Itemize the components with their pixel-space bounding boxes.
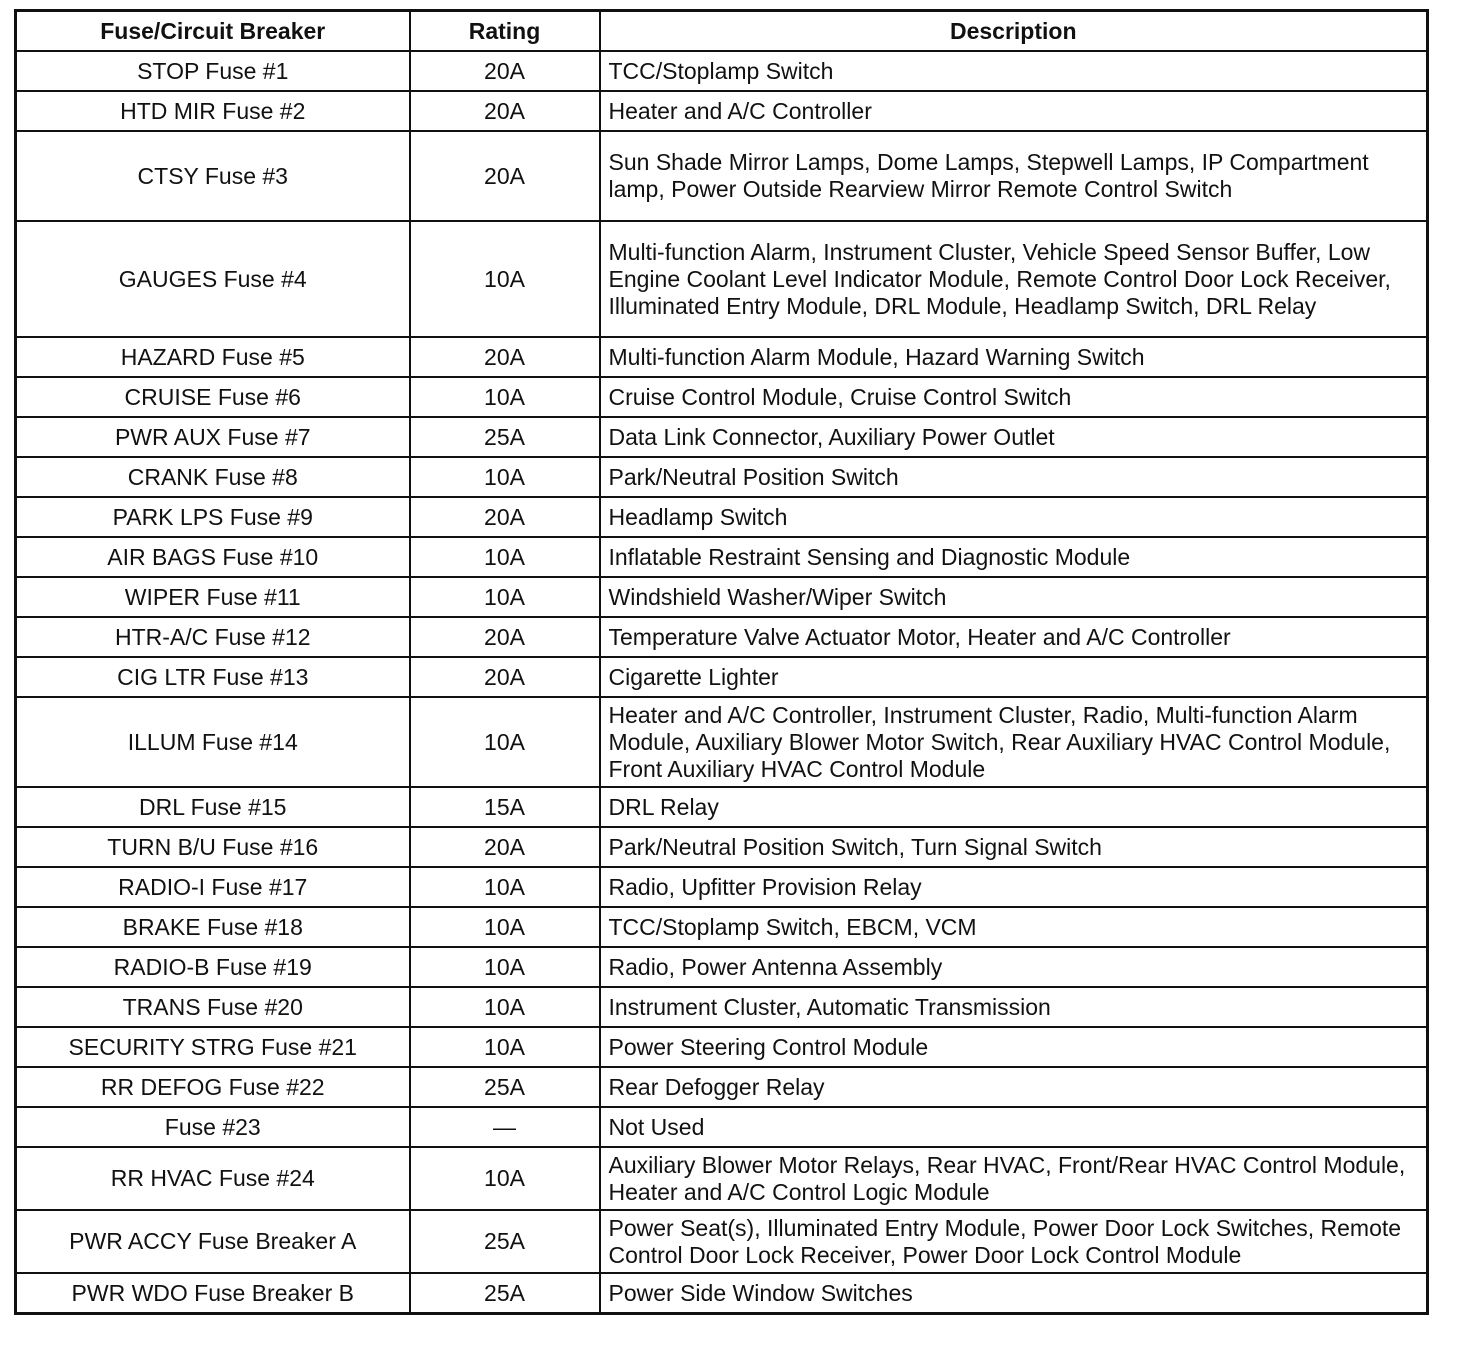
rating-cell: 10A — [410, 987, 600, 1027]
fuse-cell: RR DEFOG Fuse #22 — [16, 1067, 410, 1107]
rating-cell: 20A — [410, 657, 600, 697]
description-cell: Heater and A/C Controller — [600, 91, 1428, 131]
description-cell: Cigarette Lighter — [600, 657, 1428, 697]
table-row — [16, 1027, 1428, 1067]
table-row — [16, 827, 1428, 867]
description-cell: Auxiliary Blower Motor Relays, Rear HVAC, Front/Rear HVAC Control Module, Heater and A/C Control Logic Module — [600, 1147, 1428, 1210]
table-row — [16, 987, 1428, 1027]
table-row — [16, 497, 1428, 537]
table-row — [16, 697, 1428, 787]
fuse-cell: RADIO-B Fuse #19 — [16, 947, 410, 987]
description-cell: Not Used — [600, 1107, 1428, 1147]
table-row — [16, 1273, 1428, 1314]
table-row — [16, 131, 1428, 221]
rating-cell: 10A — [410, 1027, 600, 1067]
description-cell: Power Seat(s), Illuminated Entry Module, Power Door Lock Switches, Remote Control Door Lock Receiver, Power Door Lock Control Module — [600, 1210, 1428, 1273]
description-cell: DRL Relay — [600, 787, 1428, 827]
fuse-cell: BRAKE Fuse #18 — [16, 907, 410, 947]
fuse-cell: CTSY Fuse #3 — [16, 131, 410, 221]
rating-cell: 20A — [410, 497, 600, 537]
fuse-cell: SECURITY STRG Fuse #21 — [16, 1027, 410, 1067]
table-row — [16, 907, 1428, 947]
description-cell: Heater and A/C Controller, Instrument Cluster, Radio, Multi-function Alarm Module, Auxiliary Blower Motor Switch, Rear Auxiliary HVAC Control Module, Front Auxiliary HVAC Control Module — [600, 697, 1428, 787]
rating-cell: 10A — [410, 867, 600, 907]
description-cell: Park/Neutral Position Switch, Turn Signal Switch — [600, 827, 1428, 867]
header-row — [16, 11, 1428, 52]
fuse-cell: RADIO-I Fuse #17 — [16, 867, 410, 907]
description-cell: Data Link Connector, Auxiliary Power Outlet — [600, 417, 1428, 457]
table-row — [16, 91, 1428, 131]
fuse-cell: RR HVAC Fuse #24 — [16, 1147, 410, 1210]
fuse-table — [14, 9, 1429, 1315]
description-cell: Park/Neutral Position Switch — [600, 457, 1428, 497]
table-row — [16, 1107, 1428, 1147]
description-cell: Power Steering Control Module — [600, 1027, 1428, 1067]
fuse-cell: PWR ACCY Fuse Breaker A — [16, 1210, 410, 1273]
header-rating: Rating — [410, 11, 600, 52]
table-row — [16, 867, 1428, 907]
rating-cell: 10A — [410, 1147, 600, 1210]
rating-cell: 20A — [410, 337, 600, 377]
fuse-cell: AIR BAGS Fuse #10 — [16, 537, 410, 577]
table-row — [16, 617, 1428, 657]
table-row — [16, 457, 1428, 497]
fuse-cell: PWR WDO Fuse Breaker B — [16, 1273, 410, 1314]
fuse-cell: TURN B/U Fuse #16 — [16, 827, 410, 867]
rating-cell: 25A — [410, 1273, 600, 1314]
table-row — [16, 1067, 1428, 1107]
fuse-cell: CRANK Fuse #8 — [16, 457, 410, 497]
rating-cell: 10A — [410, 537, 600, 577]
table-row — [16, 417, 1428, 457]
fuse-cell: CIG LTR Fuse #13 — [16, 657, 410, 697]
rating-cell: 20A — [410, 827, 600, 867]
table-row — [16, 577, 1428, 617]
fuse-cell: HAZARD Fuse #5 — [16, 337, 410, 377]
rating-cell: 20A — [410, 131, 600, 221]
description-cell: TCC/Stoplamp Switch — [600, 51, 1428, 91]
rating-cell: 25A — [410, 1210, 600, 1273]
description-cell: Cruise Control Module, Cruise Control Switch — [600, 377, 1428, 417]
description-cell: Temperature Valve Actuator Motor, Heater and A/C Controller — [600, 617, 1428, 657]
description-cell: Rear Defogger Relay — [600, 1067, 1428, 1107]
description-cell: Multi-function Alarm, Instrument Cluster, Vehicle Speed Sensor Buffer, Low Engine Coolant Level Indicator Module, Remote Control Door Lock Receiver, Illuminated Entry Module, DRL Module, Headlamp Switch, DRL Relay — [600, 221, 1428, 337]
table-row — [16, 337, 1428, 377]
header-description: Description — [600, 11, 1428, 52]
fuse-cell: HTD MIR Fuse #2 — [16, 91, 410, 131]
description-cell: TCC/Stoplamp Switch, EBCM, VCM — [600, 907, 1428, 947]
rating-cell: 10A — [410, 457, 600, 497]
table-row — [16, 1147, 1428, 1210]
description-cell: Windshield Washer/Wiper Switch — [600, 577, 1428, 617]
fuse-cell: ILLUM Fuse #14 — [16, 697, 410, 787]
fuse-cell: TRANS Fuse #20 — [16, 987, 410, 1027]
fuse-cell: STOP Fuse #1 — [16, 51, 410, 91]
rating-cell: 10A — [410, 907, 600, 947]
fuse-cell: GAUGES Fuse #4 — [16, 221, 410, 337]
description-cell: Sun Shade Mirror Lamps, Dome Lamps, Stepwell Lamps, IP Compartment lamp, Power Outside Rearview Mirror Remote Control Switch — [600, 131, 1428, 221]
table-row — [16, 221, 1428, 337]
description-cell: Radio, Upfitter Provision Relay — [600, 867, 1428, 907]
fuse-cell: HTR-A/C Fuse #12 — [16, 617, 410, 657]
header-fuse: Fuse/Circuit Breaker — [16, 11, 410, 52]
rating-cell: 25A — [410, 1067, 600, 1107]
rating-cell: 25A — [410, 417, 600, 457]
description-cell: Instrument Cluster, Automatic Transmission — [600, 987, 1428, 1027]
description-cell: Headlamp Switch — [600, 497, 1428, 537]
description-cell: Power Side Window Switches — [600, 1273, 1428, 1314]
description-cell: Radio, Power Antenna Assembly — [600, 947, 1428, 987]
description-cell: Inflatable Restraint Sensing and Diagnostic Module — [600, 537, 1428, 577]
fuse-cell: CRUISE Fuse #6 — [16, 377, 410, 417]
rating-cell: 15A — [410, 787, 600, 827]
rating-cell: 20A — [410, 51, 600, 91]
rating-cell: 20A — [410, 617, 600, 657]
table-row — [16, 947, 1428, 987]
fuse-cell: DRL Fuse #15 — [16, 787, 410, 827]
rating-cell: 10A — [410, 377, 600, 417]
fuse-cell: PWR AUX Fuse #7 — [16, 417, 410, 457]
fuse-cell: WIPER Fuse #11 — [16, 577, 410, 617]
rating-cell: 10A — [410, 697, 600, 787]
rating-cell: 10A — [410, 947, 600, 987]
table-row — [16, 787, 1428, 827]
rating-cell: — — [410, 1107, 600, 1147]
table-row — [16, 51, 1428, 91]
table-row — [16, 1210, 1428, 1273]
table-row — [16, 537, 1428, 577]
rating-cell: 10A — [410, 221, 600, 337]
fuse-cell: PARK LPS Fuse #9 — [16, 497, 410, 537]
table-row — [16, 377, 1428, 417]
description-cell: Multi-function Alarm Module, Hazard Warning Switch — [600, 337, 1428, 377]
rating-cell: 10A — [410, 577, 600, 617]
fuse-cell: Fuse #23 — [16, 1107, 410, 1147]
table-row — [16, 657, 1428, 697]
rating-cell: 20A — [410, 91, 600, 131]
